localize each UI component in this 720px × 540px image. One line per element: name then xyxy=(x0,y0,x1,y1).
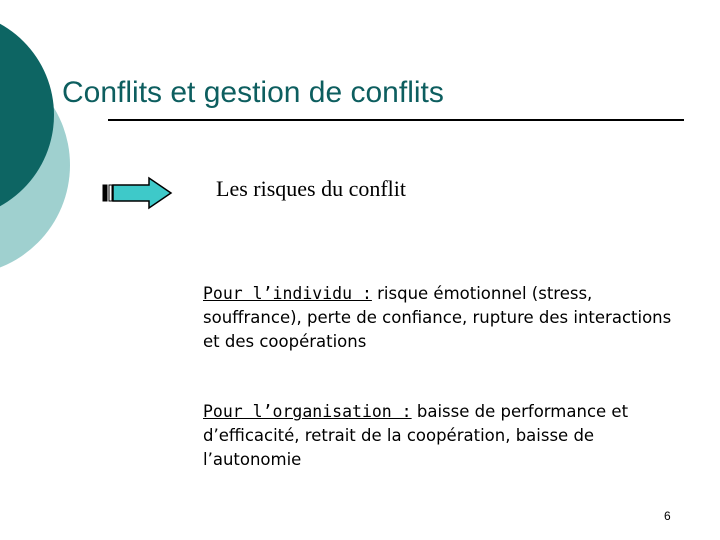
right-arrow-icon xyxy=(102,176,174,210)
risk-point-text: risque émotionnel (stress, souffrance), perte de confiance, rupture des interactions et des coopérations xyxy=(203,284,672,351)
risk-point-lead: Pour l’organisation : xyxy=(203,402,412,421)
page-number: 6 xyxy=(664,509,671,523)
decorative-circles xyxy=(0,0,120,300)
risk-point-individual xyxy=(203,282,673,354)
title-underline xyxy=(108,119,684,121)
risk-point-lead: Pour l’individu : xyxy=(203,284,372,303)
slide-subtitle: Les risques du conflit xyxy=(216,176,407,201)
risk-point-organisation xyxy=(203,400,673,472)
slide-title: Conflits et gestion de conflits xyxy=(62,76,444,109)
risk-point-text: baisse de performance et d’efficacité, retrait de la coopération, baisse de l’autonomie xyxy=(203,402,629,469)
